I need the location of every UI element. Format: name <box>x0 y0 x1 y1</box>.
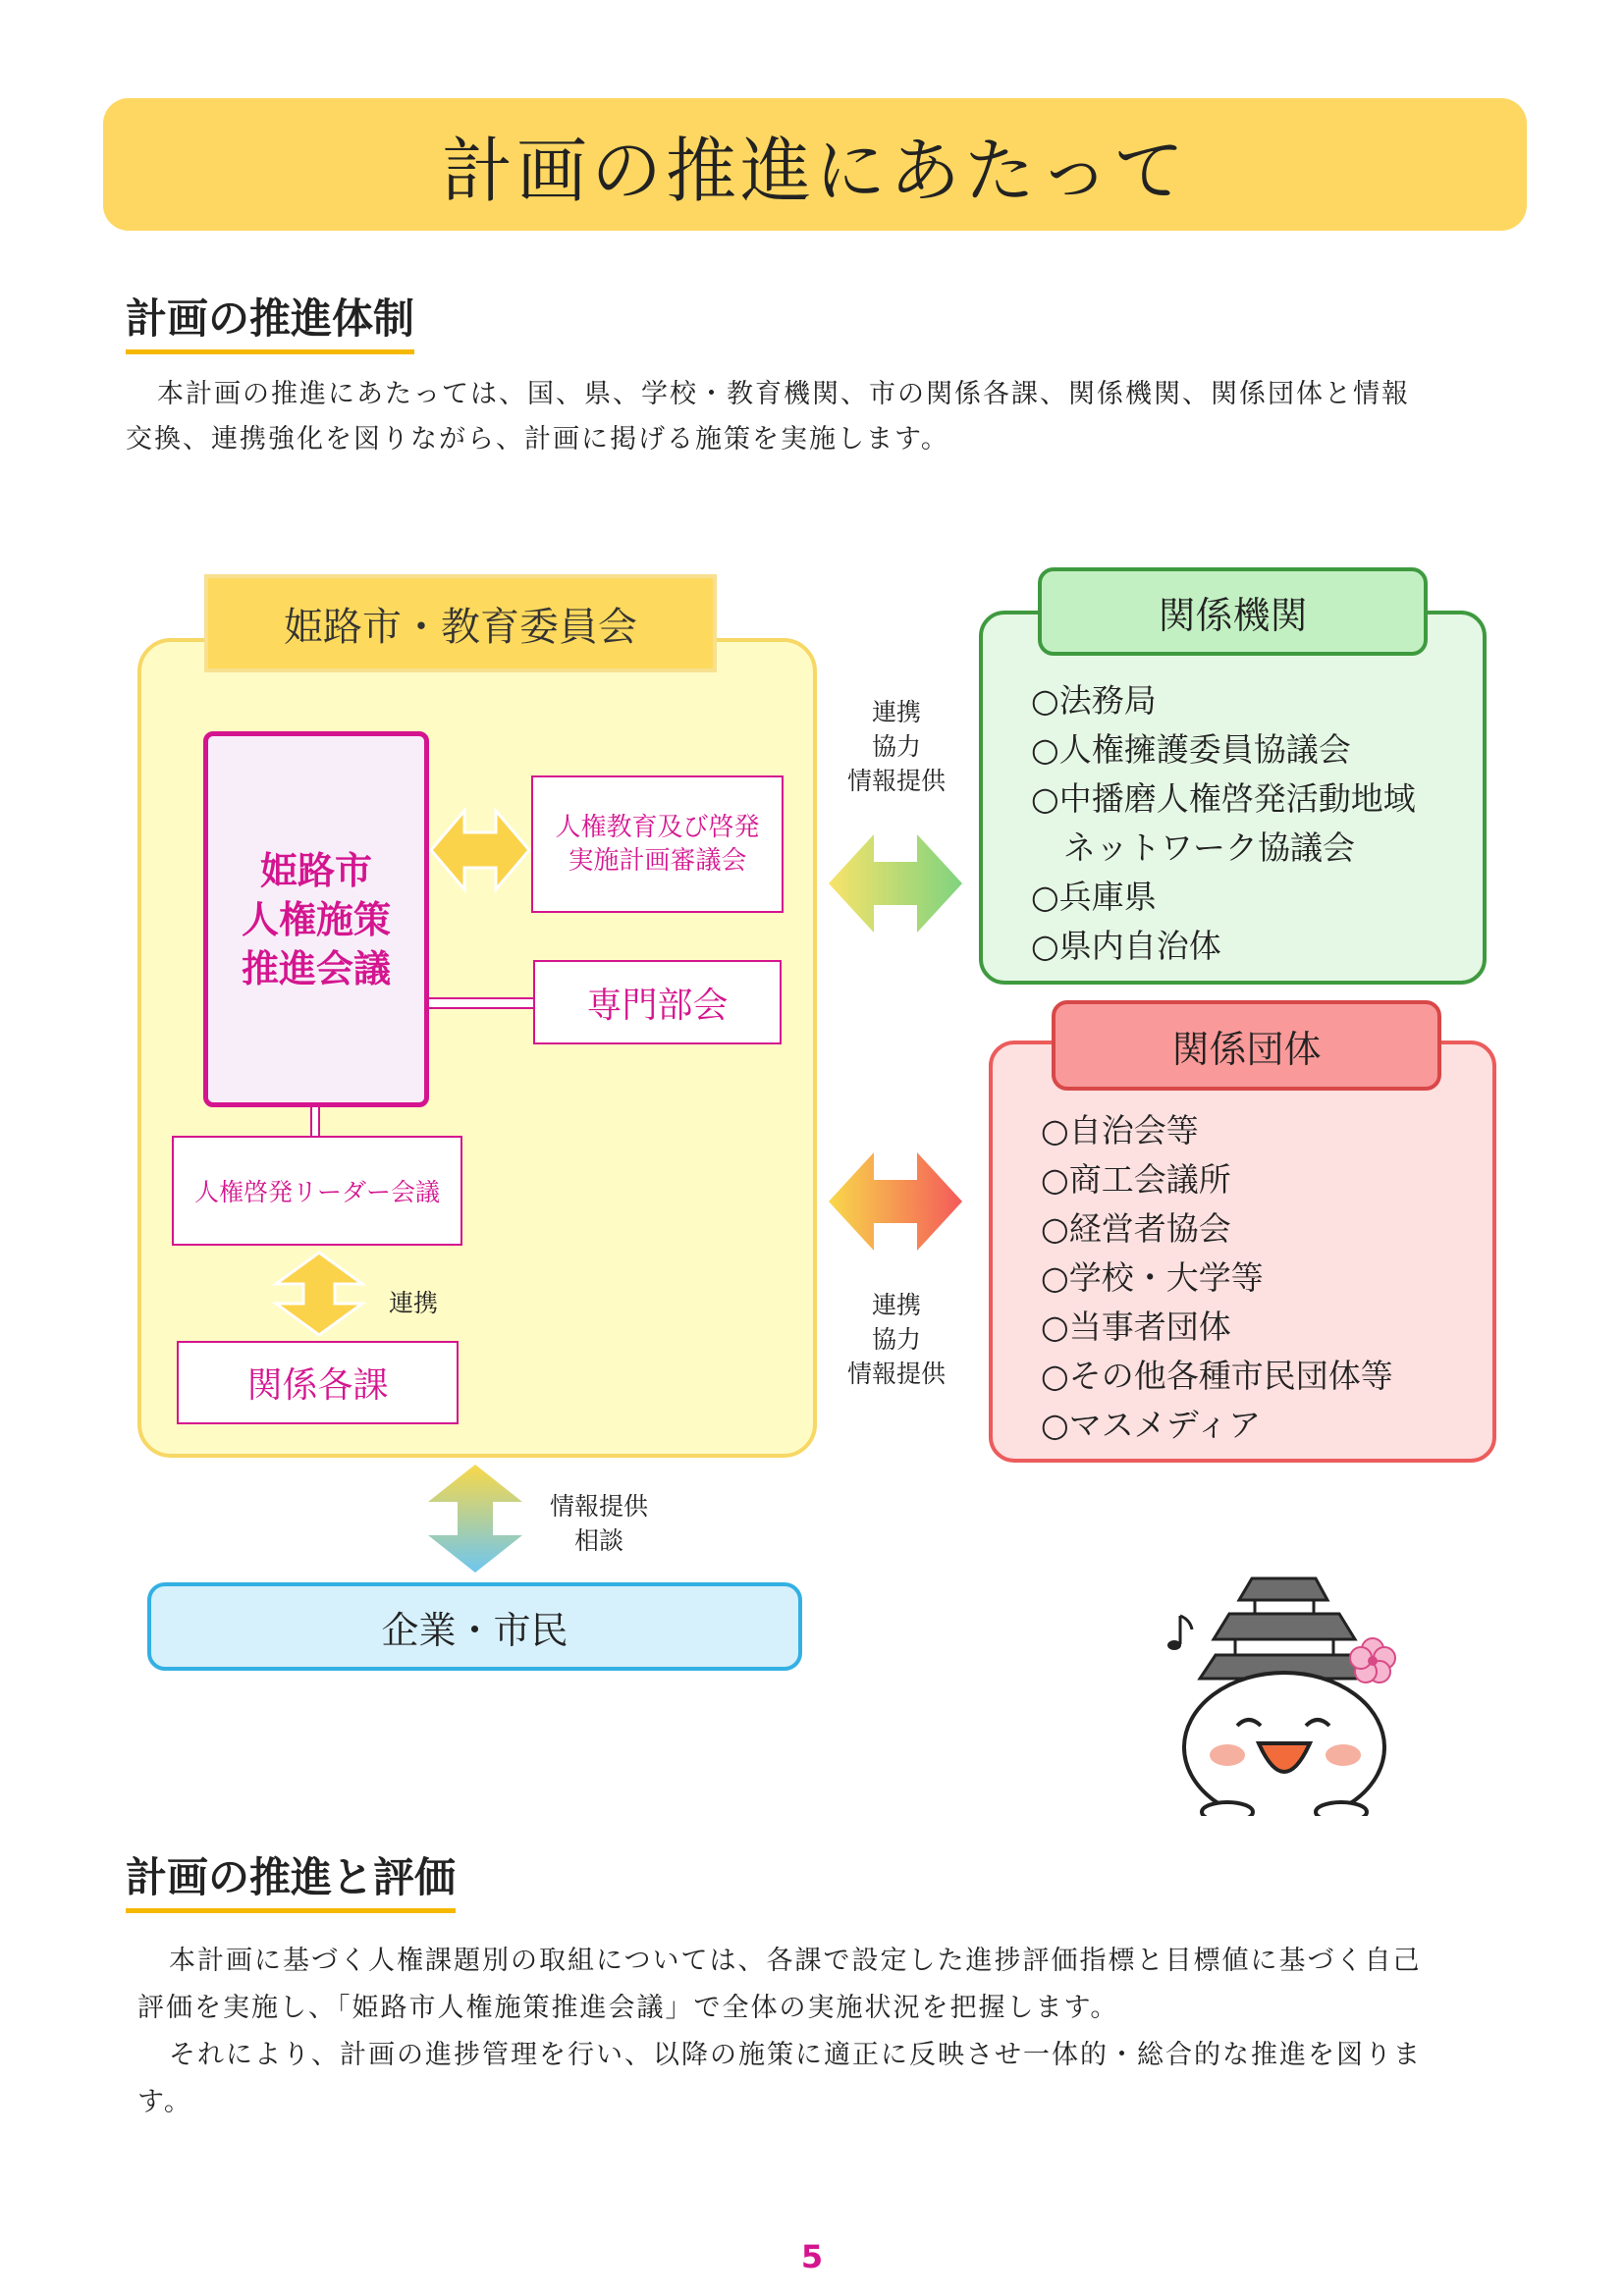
group-item: ○学校・大学等 <box>1041 1258 1264 1297</box>
organization-item: ○兵庫県 <box>1031 878 1157 916</box>
city-panel-title: 姫路市・教育委員会 <box>204 574 717 672</box>
section2-line-4: す。 <box>137 2087 192 2117</box>
castle-mascot-icon <box>1159 1551 1414 1816</box>
coop-bot-2: 協力 <box>871 1325 921 1354</box>
organizations-title: 関係機関 <box>1038 567 1428 656</box>
organization-item: ○中播磨人権啓発活動地域 <box>1031 779 1416 818</box>
section1-line-1: 本計画の推進にあたっては、国、県、学校・教育機関、市の関係各課、関係機関、関係団体と情報 <box>157 379 1410 409</box>
page-number: 5 <box>800 2238 824 2275</box>
section2-line-1: 本計画に基づく人権課題別の取組については、各課で設定した進捗評価指標と目標値に基づく自己 <box>169 1946 1422 1976</box>
info-consult-1: 情報提供 <box>549 1492 648 1521</box>
section-heading-evaluation: 計画の推進と評価 <box>126 1845 456 1913</box>
section-heading-structure: 計画の推進体制 <box>126 287 414 354</box>
cooperation-top-label <box>833 695 960 798</box>
info-consult-arrow-icon <box>424 1463 526 1575</box>
group-item: ○商工会議所 <box>1041 1160 1231 1199</box>
cooperation-arrow-top-icon <box>827 832 964 934</box>
title-banner <box>103 98 1527 231</box>
plan-council-line-2: 実施計画審議会 <box>568 846 747 876</box>
group-item: ○経営者協会 <box>1041 1209 1231 1248</box>
plan-council-box <box>531 775 784 913</box>
council-line-3: 推進会議 <box>241 946 391 990</box>
cherry-blossom-icon <box>1350 1638 1395 1682</box>
organization-item: ○法務局 <box>1031 681 1157 720</box>
group-item: ○その他各種市民団体等 <box>1041 1357 1393 1395</box>
citizens-box: 企業・市民 <box>147 1582 802 1671</box>
connector-leader <box>310 1107 320 1136</box>
plan-council-line-1: 人権教育及び啓発 <box>555 813 760 842</box>
double-arrow-icon <box>429 805 531 895</box>
coop-top-3: 情報提供 <box>846 767 946 795</box>
related-sections-box: 関係各課 <box>177 1341 459 1424</box>
info-consult-label <box>540 1489 658 1558</box>
vertical-double-arrow-icon <box>270 1251 368 1337</box>
group-item: ○当事者団体 <box>1041 1308 1231 1346</box>
organization-item: ○県内自治体 <box>1031 927 1221 965</box>
coop-bot-3: 情報提供 <box>846 1360 946 1388</box>
cooperation-arrow-bottom-icon <box>827 1150 964 1253</box>
info-consult-2: 相談 <box>573 1526 623 1555</box>
council-box <box>203 731 429 1107</box>
organization-item: ネットワーク協議会 <box>1031 828 1355 867</box>
organization-item: ○人権擁護委員協議会 <box>1031 730 1351 769</box>
page-title: 計画の推進にあたって <box>441 129 1188 212</box>
section2-line-2: 評価を実施し、「姫路市人権施策推進会議」で全体の実施状況を把握します。 <box>137 1993 1119 2023</box>
group-item: ○自治会等 <box>1041 1111 1199 1149</box>
coop-top-1: 連携 <box>871 698 921 726</box>
groups-title: 関係団体 <box>1052 1000 1441 1091</box>
subcommittee-box: 専門部会 <box>533 960 782 1044</box>
link-label: 連携 <box>389 1289 439 1317</box>
leader-meeting-box: 人権啓発リーダー会議 <box>172 1136 462 1246</box>
section1-line-2: 交換、連携強化を図りながら、計画に掲げる施策を実施します。 <box>126 424 949 454</box>
group-item: ○マスメディア <box>1041 1406 1262 1444</box>
music-note-icon <box>1167 1616 1192 1650</box>
connector-subcommittee <box>429 997 533 1009</box>
section2-line-3: それにより、計画の進捗管理を行い、以降の施策に適正に反映させ一体的・総合的な推進を図りま <box>169 2040 1422 2070</box>
council-line-1: 姫路市 <box>259 848 372 892</box>
cooperation-bottom-label <box>833 1288 960 1391</box>
coop-top-2: 協力 <box>871 732 921 761</box>
coop-bot-1: 連携 <box>871 1291 921 1319</box>
council-line-2: 人権施策 <box>241 897 391 941</box>
